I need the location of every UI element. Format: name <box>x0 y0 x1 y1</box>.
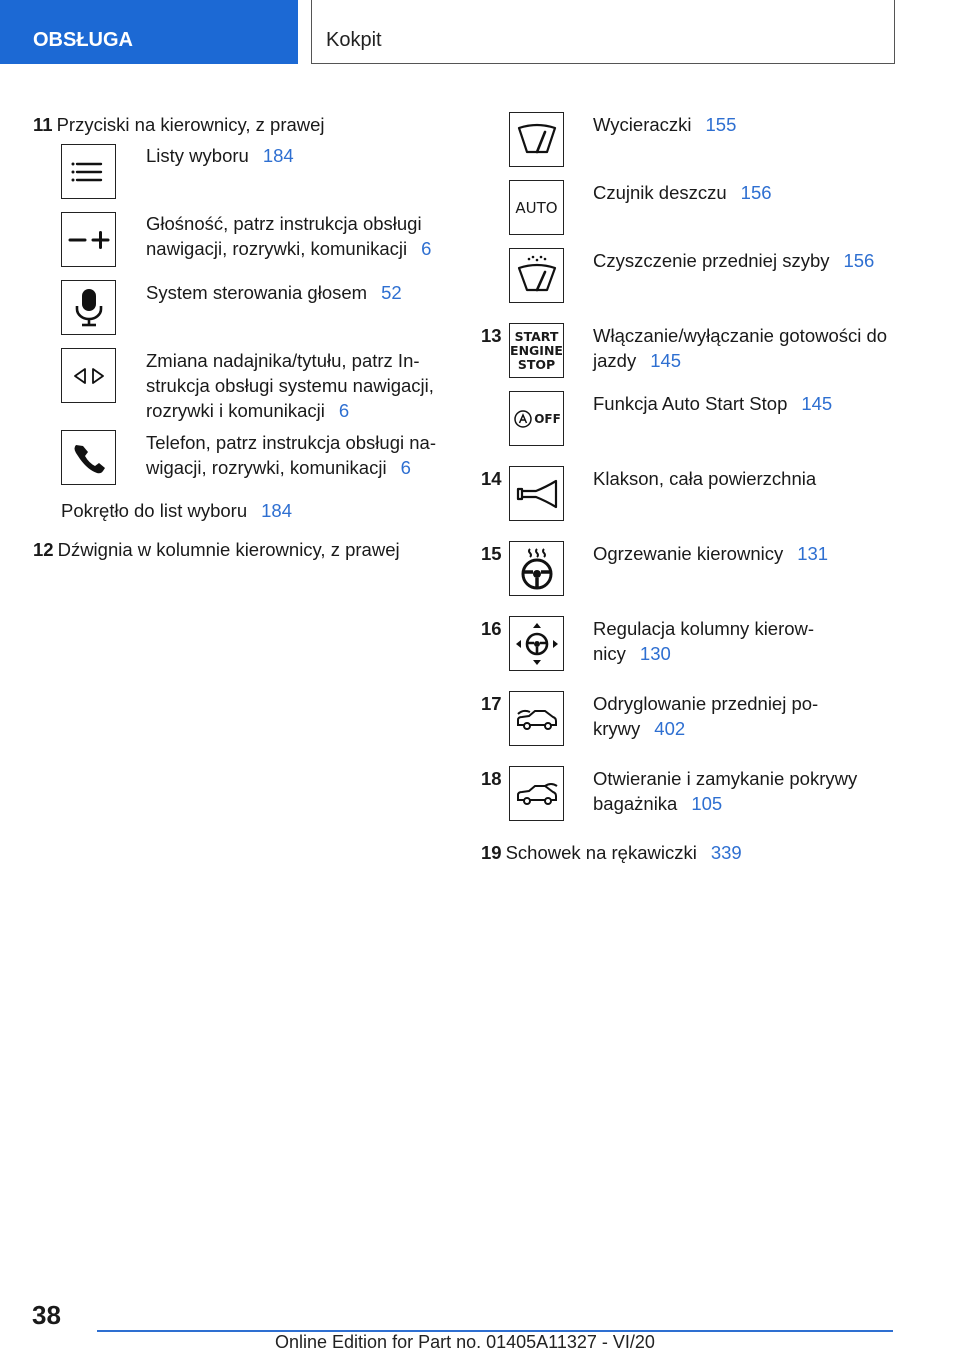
auto-start-stop-description <box>593 391 893 416</box>
section-tab <box>0 0 298 64</box>
column-adjust-description <box>593 616 893 666</box>
page-ref-link[interactable]: 6 <box>400 457 411 478</box>
page-ref-link[interactable]: 6 <box>338 400 350 421</box>
edition-footer: Online Edition for Part no. 01405A11327 - VI/20 <box>275 1332 655 1352</box>
description-line: krywy <box>593 718 641 739</box>
page-ref-link[interactable]: 52 <box>381 282 402 303</box>
wiper-description <box>593 112 893 137</box>
description-line: System sterowania głosem <box>146 282 368 303</box>
description-line: rozrywki i komunikacji <box>146 400 325 421</box>
description-line: Funkcja Auto Start Stop <box>593 393 788 414</box>
list-icon <box>61 144 116 199</box>
item-11 <box>33 112 325 137</box>
page-ref-link[interactable]: 155 <box>705 114 737 135</box>
item-12 <box>33 537 400 562</box>
washer-description <box>593 248 893 273</box>
knob-item <box>61 498 292 523</box>
page-ref-link[interactable]: 130 <box>639 643 671 664</box>
description-line: Listy wyboru <box>146 145 249 166</box>
item-number: 15 <box>481 543 502 564</box>
description-line: bagażnika <box>593 793 678 814</box>
auto-label: AUTO <box>515 198 558 217</box>
description-line: Zmiana nadajnika/tytułu, patrz In- <box>146 350 420 371</box>
description-line: jazdy <box>593 350 637 371</box>
description-line: Regulacja kolumny kierow- <box>593 618 815 639</box>
page-ref-link[interactable]: 145 <box>650 350 682 371</box>
chapter-title: Kokpit <box>326 29 382 51</box>
page-ref-link[interactable]: 105 <box>691 793 723 814</box>
tuner-description <box>146 348 446 423</box>
hood-release-icon <box>509 691 564 746</box>
chapter-header <box>311 0 895 64</box>
start-label: START <box>514 328 559 344</box>
list-description <box>146 143 446 168</box>
item-number: 12 <box>33 539 54 560</box>
phone-handset-icon <box>61 430 116 485</box>
wiper-icon <box>509 112 564 167</box>
description-line: wigacji, rozrywki, komunikacji <box>146 457 387 478</box>
section-title: OBSŁUGA <box>33 29 133 51</box>
volume-description <box>146 211 446 261</box>
description-line: Odryglowanie przedniej po- <box>593 693 819 714</box>
steering-heating-icon <box>509 541 564 596</box>
item-text: Pokrętło do list wyboru <box>61 500 248 521</box>
trunk-description <box>593 766 893 816</box>
page-ref-link[interactable]: 156 <box>740 182 772 203</box>
page-ref-link[interactable]: 339 <box>710 842 742 863</box>
item-number: 16 <box>481 618 502 639</box>
item-number: 19 <box>481 842 502 863</box>
horn-description <box>593 466 893 491</box>
item-number: 18 <box>481 768 502 789</box>
item-number: 13 <box>481 325 502 346</box>
page-number: 38 <box>32 1300 61 1330</box>
page-ref-link[interactable]: 402 <box>654 718 686 739</box>
voice-description <box>146 280 446 305</box>
description-line: Ogrzewanie kierownicy <box>593 543 784 564</box>
item-text: Schowek na rękawiczki <box>505 842 697 863</box>
microphone-icon <box>61 280 116 335</box>
item-number: 11 <box>33 114 53 135</box>
description-line: Telefon, patrz instrukcja obsługi na- <box>146 432 436 453</box>
description-line: nicy <box>593 643 626 664</box>
off-label: OFF <box>534 411 561 426</box>
steering-heating-description <box>593 541 893 566</box>
auto-start-stop-off-icon <box>509 391 564 446</box>
description-line: Czujnik deszczu <box>593 182 727 203</box>
description-line: Głośność, patrz instrukcja obsługi <box>146 213 422 234</box>
steering-column-adjust-icon <box>509 616 564 671</box>
page-ref-link[interactable]: 131 <box>797 543 829 564</box>
item-text: Dźwignia w kolumnie kierownicy, z prawej <box>57 539 400 560</box>
engine-label: ENGINE <box>510 342 563 358</box>
windshield-washer-icon <box>509 248 564 303</box>
trunk-lid-icon <box>509 766 564 821</box>
item-number: 17 <box>481 693 502 714</box>
description-line: Wycieraczki <box>593 114 692 135</box>
page-ref-link[interactable]: 145 <box>801 393 833 414</box>
auto-rain-sensor-icon <box>509 180 564 235</box>
description-line: Czyszczenie przedniej szyby <box>593 250 830 271</box>
item-number: 14 <box>481 468 502 489</box>
description-line: strukcja obsługi systemu nawigacji, <box>146 375 434 396</box>
description-line: Otwieranie i zamykanie pokrywy <box>593 768 858 789</box>
horn-icon <box>509 466 564 521</box>
description-line: nawigacji, rozrywki, komunikacji <box>146 238 408 259</box>
item-text: Przyciski na kierownicy, z prawej <box>56 114 325 135</box>
phone-description <box>146 430 446 480</box>
volume-minus-plus-icon <box>61 212 116 267</box>
start-engine-stop-icon <box>509 323 564 378</box>
rain-sensor-description <box>593 180 893 205</box>
stop-label: STOP <box>517 356 556 372</box>
description-line: Włączanie/wyłączanie gotowości do <box>593 325 888 346</box>
prev-next-arrows-icon <box>61 348 116 403</box>
page-ref-link[interactable]: 184 <box>261 500 292 521</box>
page-ref-link[interactable]: 156 <box>843 250 875 271</box>
description-line: Klakson, cała powierzchnia <box>593 468 817 489</box>
page-ref-link[interactable]: 6 <box>421 238 432 259</box>
page-ref-link[interactable]: 184 <box>262 145 294 166</box>
item-19 <box>481 840 742 865</box>
hood-description <box>593 691 893 741</box>
start-stop-description <box>593 323 893 373</box>
